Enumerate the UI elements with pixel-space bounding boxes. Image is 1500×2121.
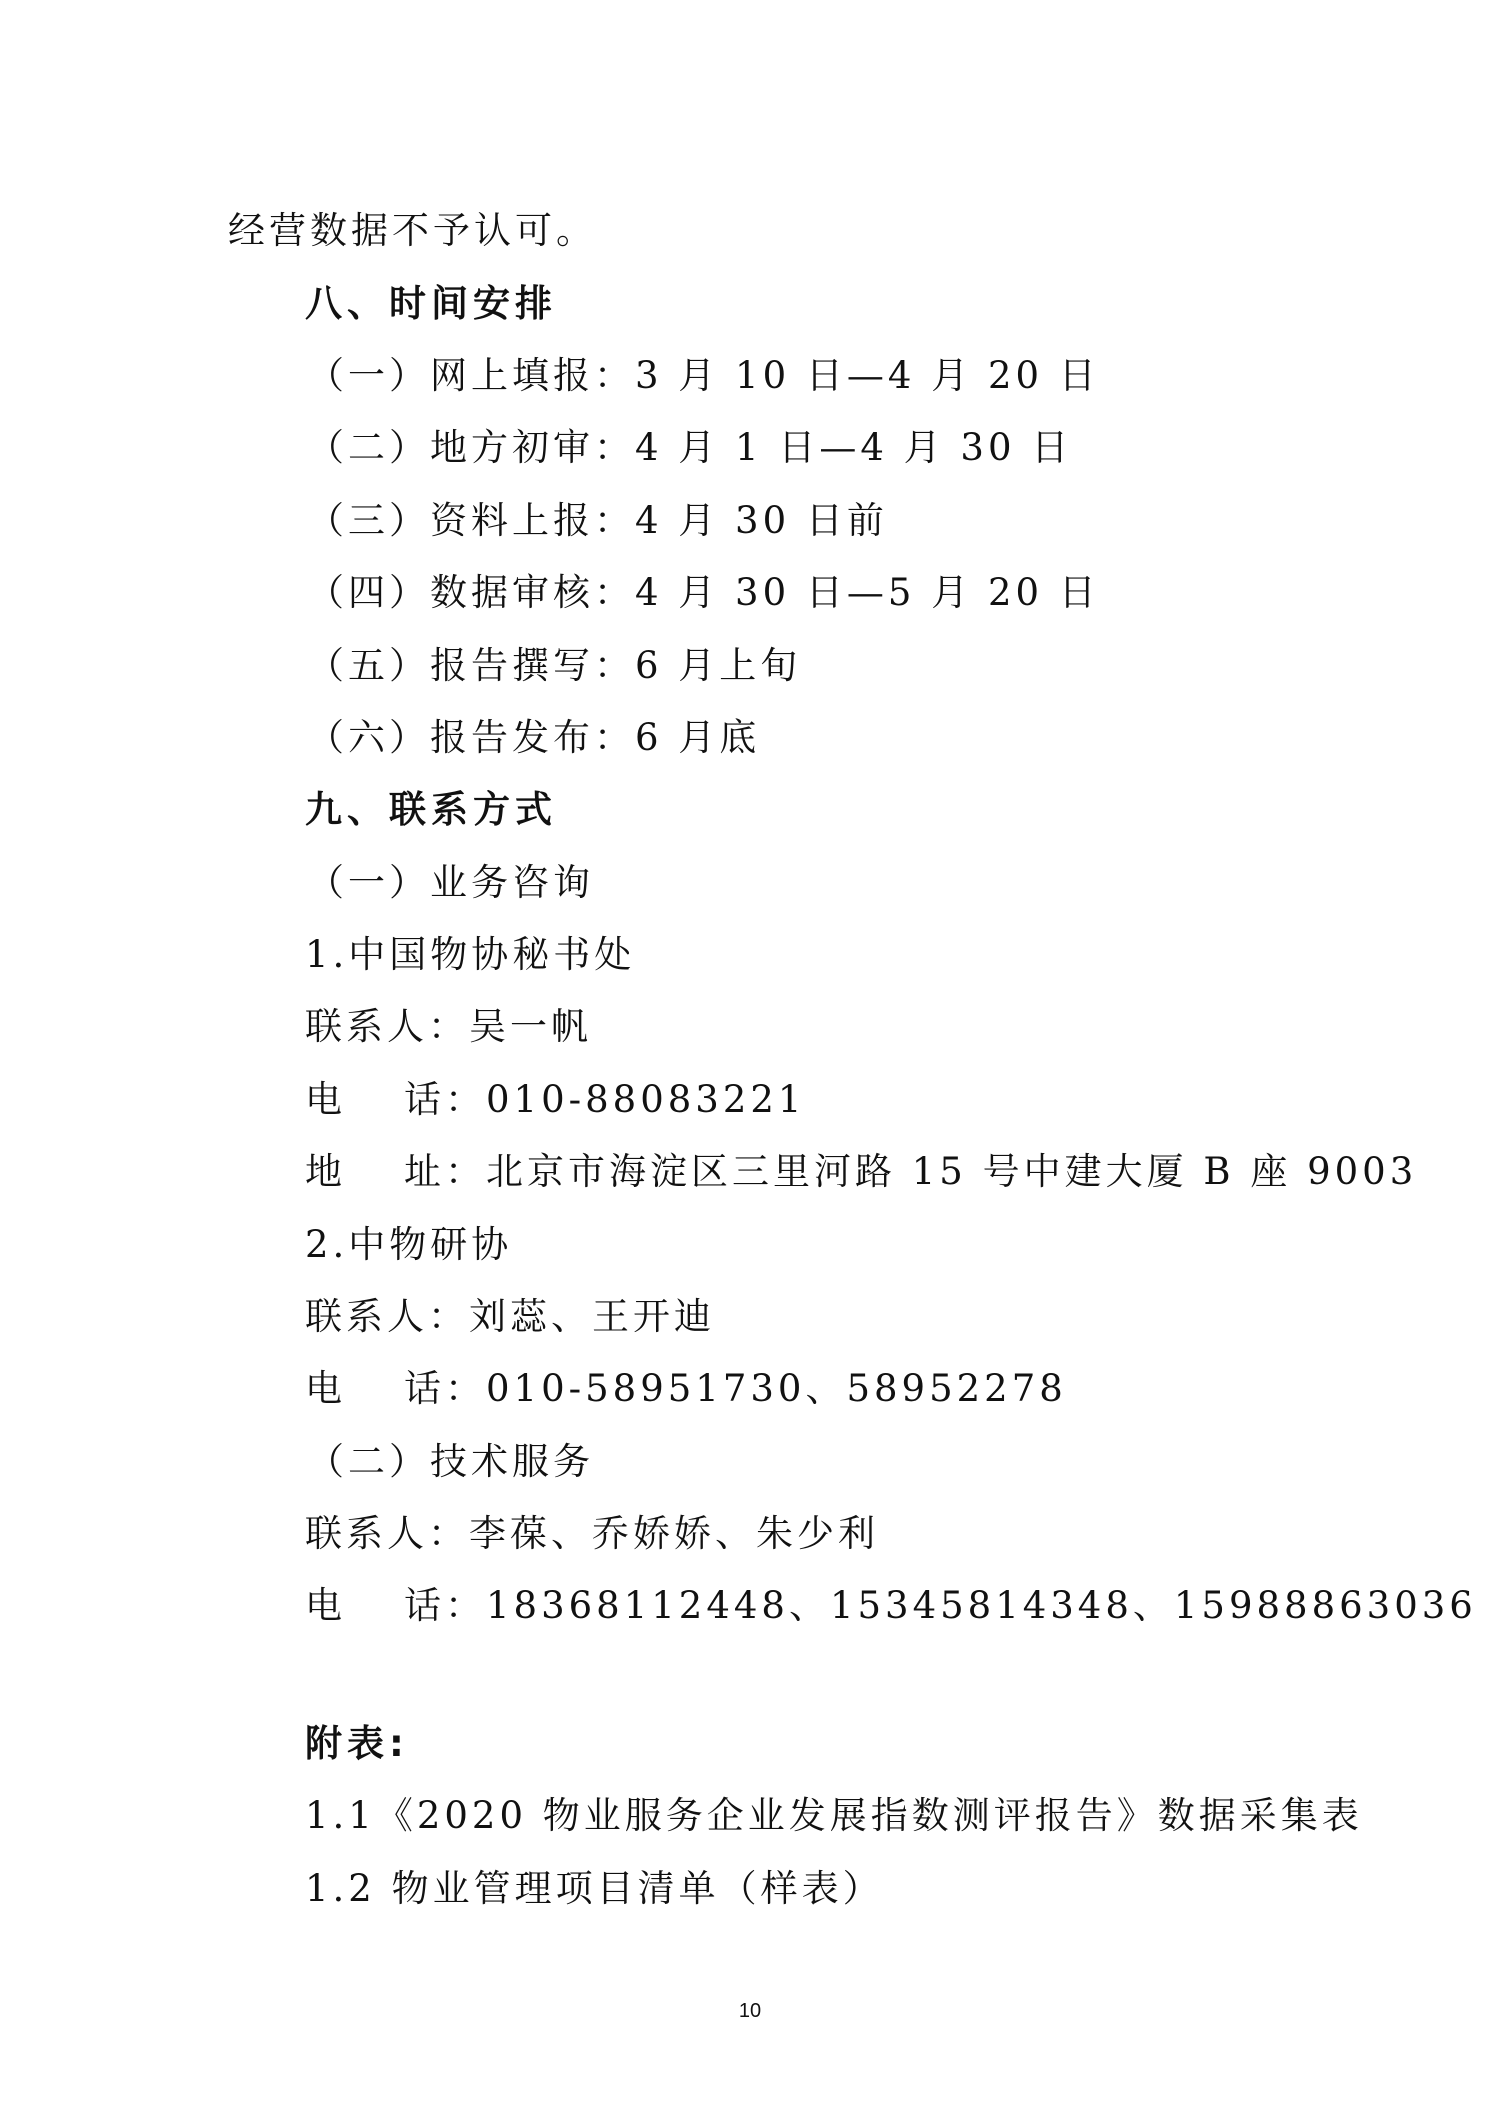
appendix-item-1: 1.1《2020 物业服务企业发展指数测评报告》数据采集表	[305, 1794, 1363, 1837]
page-number: 10	[738, 2000, 762, 2022]
phone-label-char-2: 话：	[404, 1584, 486, 1627]
org2-name: 2.中物研协	[305, 1223, 513, 1266]
address-label-char-2: 址：	[404, 1150, 486, 1193]
org2-contact: 联系人：刘蕊、王开迪	[305, 1295, 715, 1338]
appendix-heading: 附表:	[305, 1722, 409, 1765]
org1-contact: 联系人：吴一帆	[305, 1005, 592, 1048]
phone-label-char-2: 话：	[404, 1367, 486, 1410]
schedule-item-4: （四）数据审核：4 月 30 日—5 月 20 日	[307, 571, 1100, 614]
appendix-item-2: 1.2 物业管理项目清单（样表）	[305, 1867, 884, 1910]
org1-phone: 010-88083221	[486, 1078, 806, 1121]
phone-label-char-2: 话：	[404, 1078, 486, 1121]
org2-phone-row	[305, 1365, 1067, 1413]
tech-contact: 联系人：李葆、乔娇娇、朱少利	[305, 1512, 879, 1555]
address-label-char-1: 地	[305, 1150, 346, 1193]
schedule-item-5: （五）报告撰写：6 月上旬	[307, 644, 802, 687]
consult-heading: （一）业务咨询	[307, 861, 594, 904]
continuation-text: 经营数据不予认可。	[228, 209, 597, 252]
org1-name: 1.中国物协秘书处	[305, 933, 636, 976]
schedule-item-1: （一）网上填报：3 月 10 日—4 月 20 日	[307, 354, 1100, 397]
org1-phone-row	[305, 1076, 805, 1124]
org1-address: 北京市海淀区三里河路 15 号中建大厦 B 座 9003	[486, 1150, 1418, 1193]
org2-phone: 010-58951730、58952278	[486, 1367, 1067, 1410]
section-8-heading: 八、时间安排	[305, 282, 557, 325]
phone-label-char-1: 电	[305, 1584, 346, 1627]
schedule-item-6: （六）报告发布：6 月底	[307, 716, 761, 759]
schedule-item-3: （三）资料上报：4 月 30 日前	[307, 499, 888, 542]
phone-label-char-1: 电	[305, 1078, 346, 1121]
phone-label-char-1: 电	[305, 1367, 346, 1410]
tech-heading: （二）技术服务	[307, 1440, 594, 1483]
tech-phone: 18368112448、15345814348、15988863036	[486, 1584, 1477, 1627]
schedule-item-2: （二）地方初审：4 月 1 日—4 月 30 日	[307, 426, 1073, 469]
section-9-heading: 九、联系方式	[305, 788, 557, 831]
tech-phone-row	[305, 1582, 1477, 1630]
org1-address-row	[305, 1148, 1417, 1196]
